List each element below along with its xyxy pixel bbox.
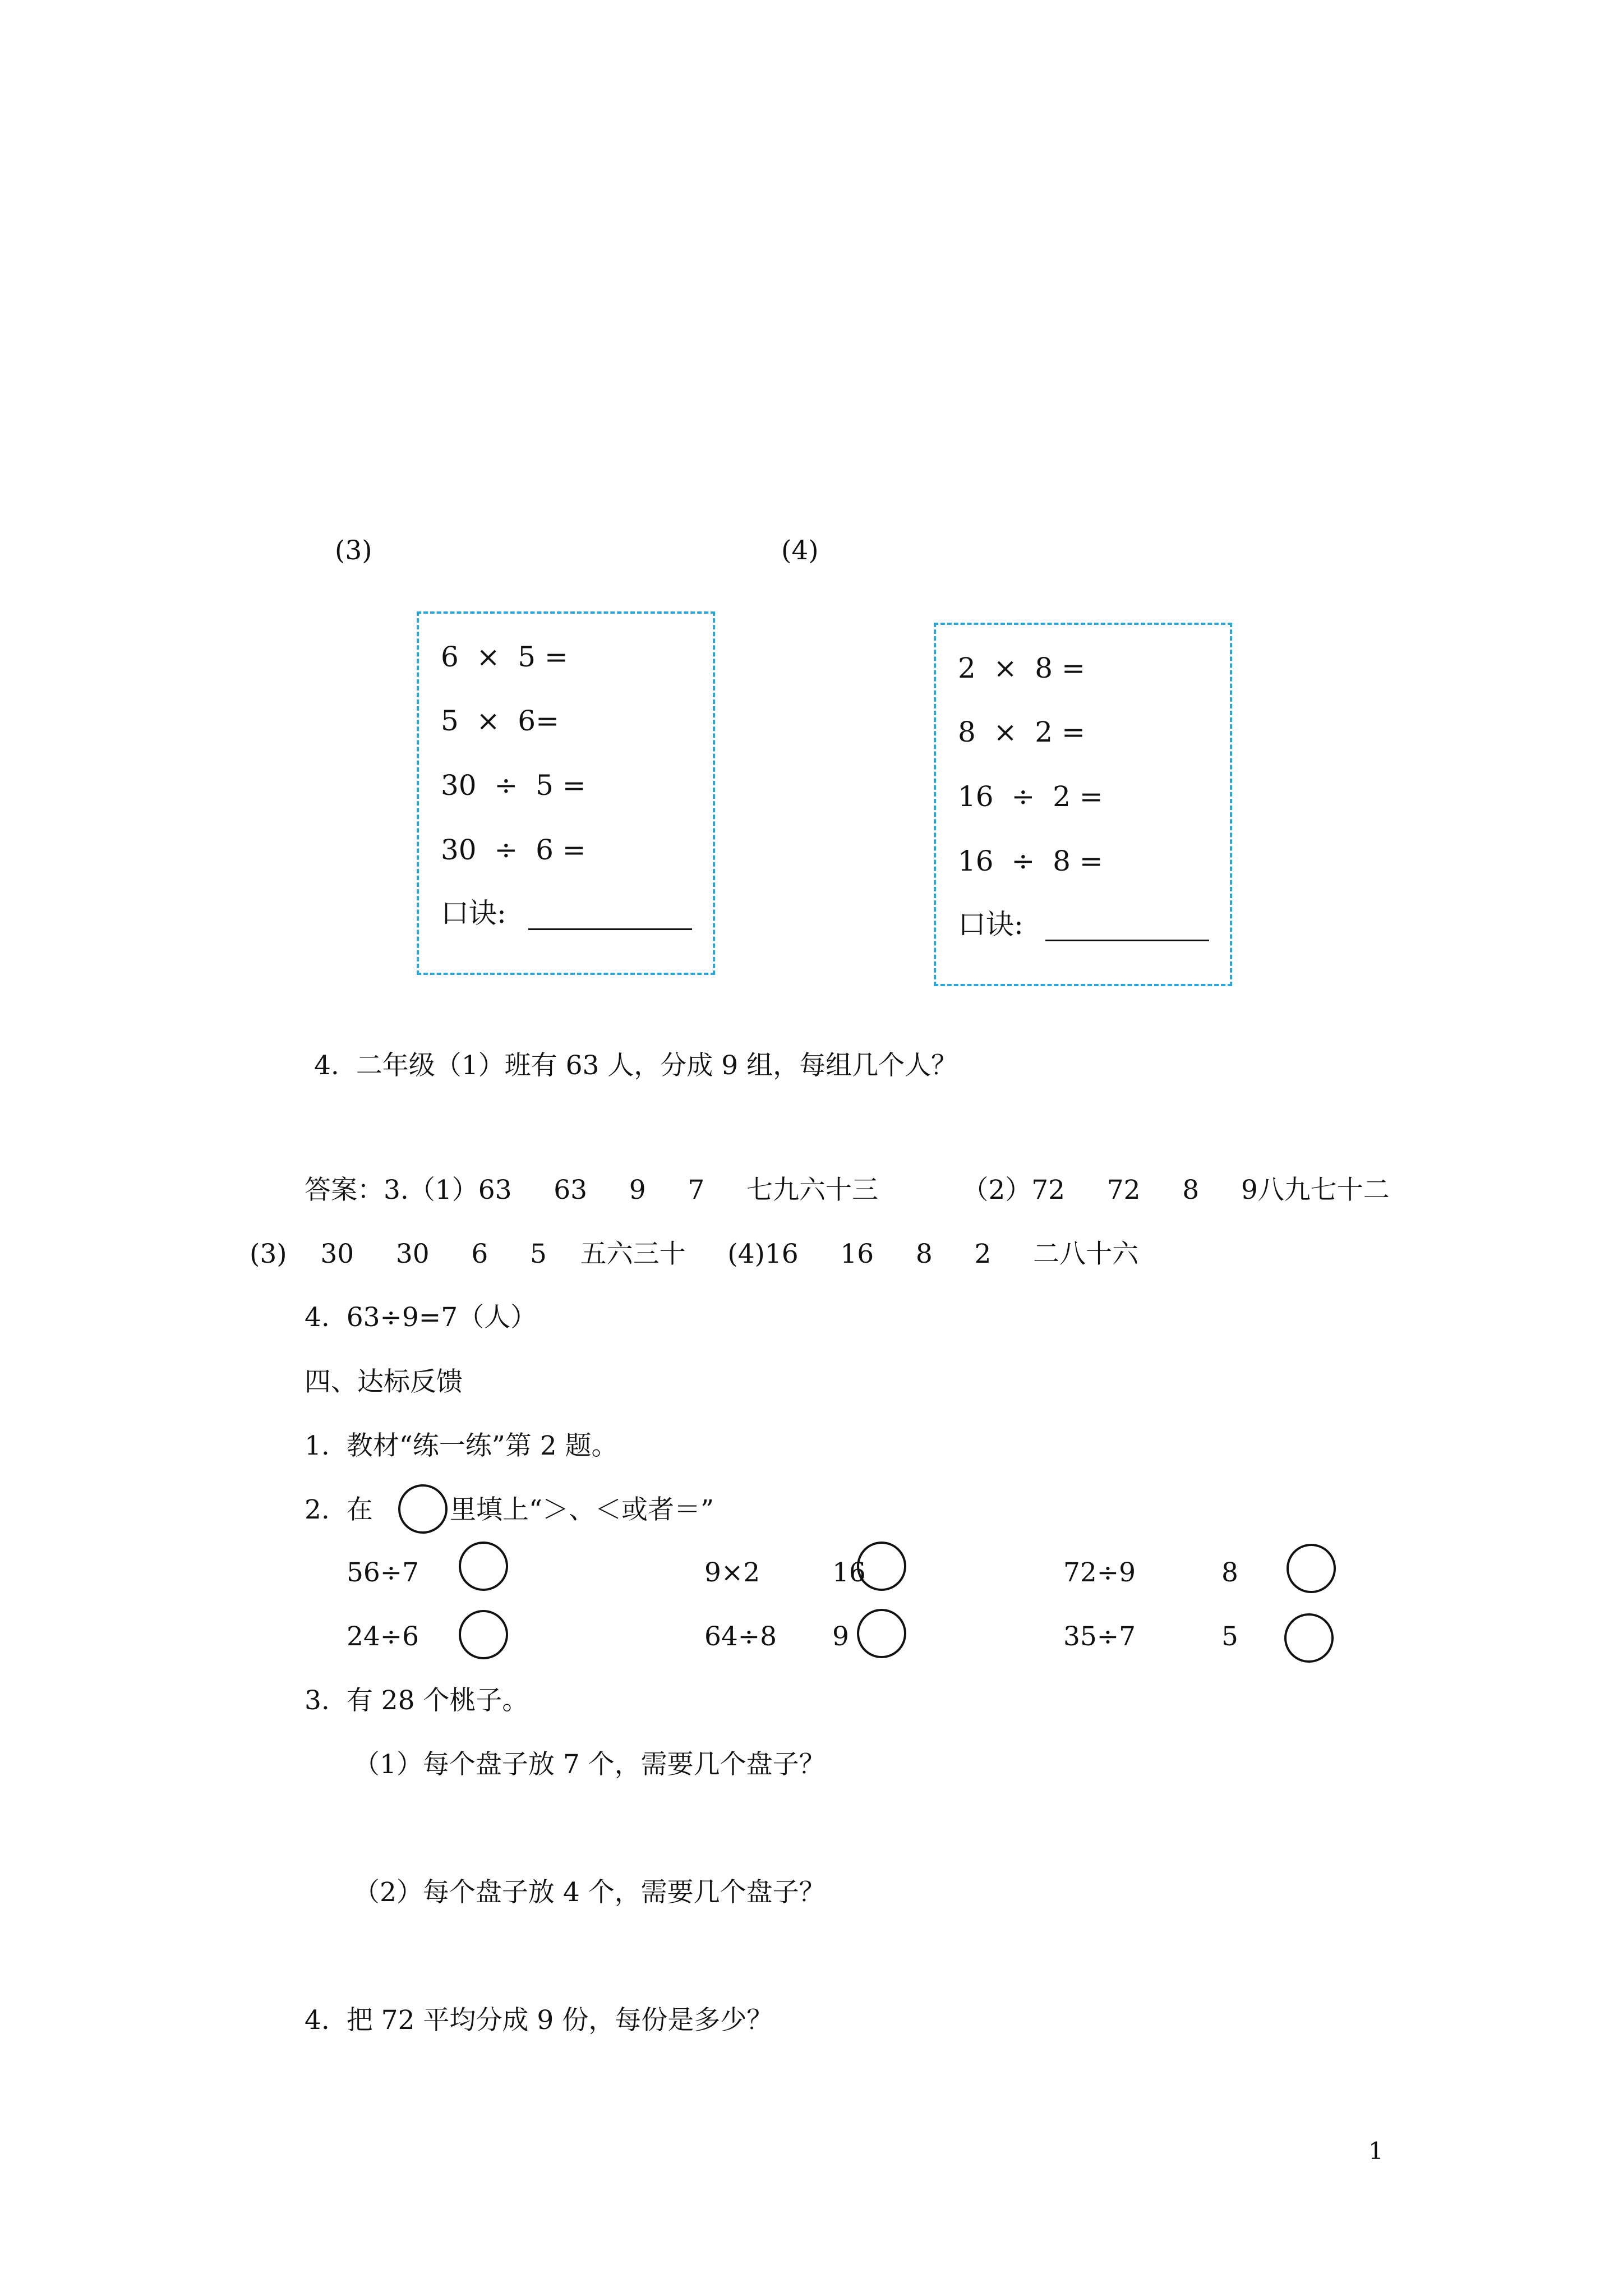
feedback-2-suffix: 里填上“＞、＜或者＝” [450, 1494, 714, 1525]
feedback-3-part-2: （2）每个盘子放 4 个，需要几个盘子？ [353, 1877, 826, 1908]
cmp-r1-c3-right: 8 [1221, 1557, 1238, 1588]
cmp-r2-c2-right: 9 [832, 1621, 849, 1652]
q3-label: (3) [335, 535, 372, 566]
box4-line-3: 16 ÷ 2 = [958, 780, 1103, 813]
cmp-r1-c2-right: 16 [832, 1557, 866, 1588]
cmp-r1-c3-circle[interactable] [1287, 1544, 1336, 1593]
feedback-1: 1. 教材“练一练”第 2 题。 [305, 1430, 618, 1461]
answer-line-3: 4. 63÷9=7（人） [305, 1302, 537, 1333]
cmp-r2-c3-circle[interactable] [1284, 1613, 1334, 1663]
cmp-r2-c3-right: 5 [1221, 1621, 1238, 1652]
box4-koujue-label: 口诀: [958, 908, 1023, 941]
cmp-r1-c3-left: 72÷9 [1063, 1557, 1136, 1588]
box3-line-3: 30 ÷ 5 = [441, 769, 586, 802]
cmp-r2-c1-circle[interactable] [459, 1610, 508, 1659]
box4-line-1: 2 × 8 = [958, 652, 1085, 684]
box3-koujue-blank[interactable] [528, 928, 692, 930]
answer-line-1: 答案：3.（1）63 63 9 7 七九六十三 （2）72 72 8 9八九七十二 [305, 1175, 1390, 1205]
feedback-3: 3. 有 28 个桃子。 [305, 1685, 529, 1716]
answer-line-2: (3) 30 30 6 5 五六三十 (4)16 16 8 2 二八十六 [250, 1239, 1139, 1269]
cmp-r1-c2-circle[interactable] [857, 1542, 906, 1591]
q4-problem: 4. 二年级（1）班有 63 人，分成 9 组，每组几个人？ [314, 1050, 958, 1081]
box4-koujue-blank[interactable] [1045, 940, 1209, 941]
q4-label: (4) [781, 535, 819, 566]
box4-line-2: 8 × 2 = [958, 716, 1085, 748]
cmp-r1-c1-circle[interactable] [459, 1542, 508, 1591]
section-title: 四、达标反馈 [305, 1366, 463, 1397]
box3-koujue-label: 口诀: [441, 897, 506, 930]
box3-line-2: 5 × 6= [441, 705, 559, 737]
cmp-r2-c2-circle[interactable] [857, 1609, 906, 1658]
feedback-2-prefix: 2. 在 [305, 1494, 373, 1525]
box3-line-4: 30 ÷ 6 = [441, 834, 586, 866]
feedback-3-part-1: （1）每个盘子放 7 个，需要几个盘子？ [353, 1749, 826, 1780]
feedback-4: 4. 把 72 平均分成 9 份，每份是多少？ [305, 2005, 773, 2036]
box-3 [417, 611, 715, 975]
box3-line-1: 6 × 5 = [441, 641, 568, 673]
cmp-r1-c2-left: 9×2 [704, 1557, 760, 1588]
box-4 [934, 623, 1232, 986]
fill-circle-example [398, 1484, 448, 1534]
cmp-r2-c2-left: 64÷8 [704, 1621, 777, 1652]
box4-line-4: 16 ÷ 8 = [958, 845, 1103, 877]
page-number: 1 [1368, 2137, 1384, 2165]
cmp-r2-c1: 24÷6 [347, 1621, 419, 1652]
cmp-r2-c3-left: 35÷7 [1063, 1621, 1136, 1652]
cmp-r1-c1: 56÷7 [347, 1557, 419, 1588]
